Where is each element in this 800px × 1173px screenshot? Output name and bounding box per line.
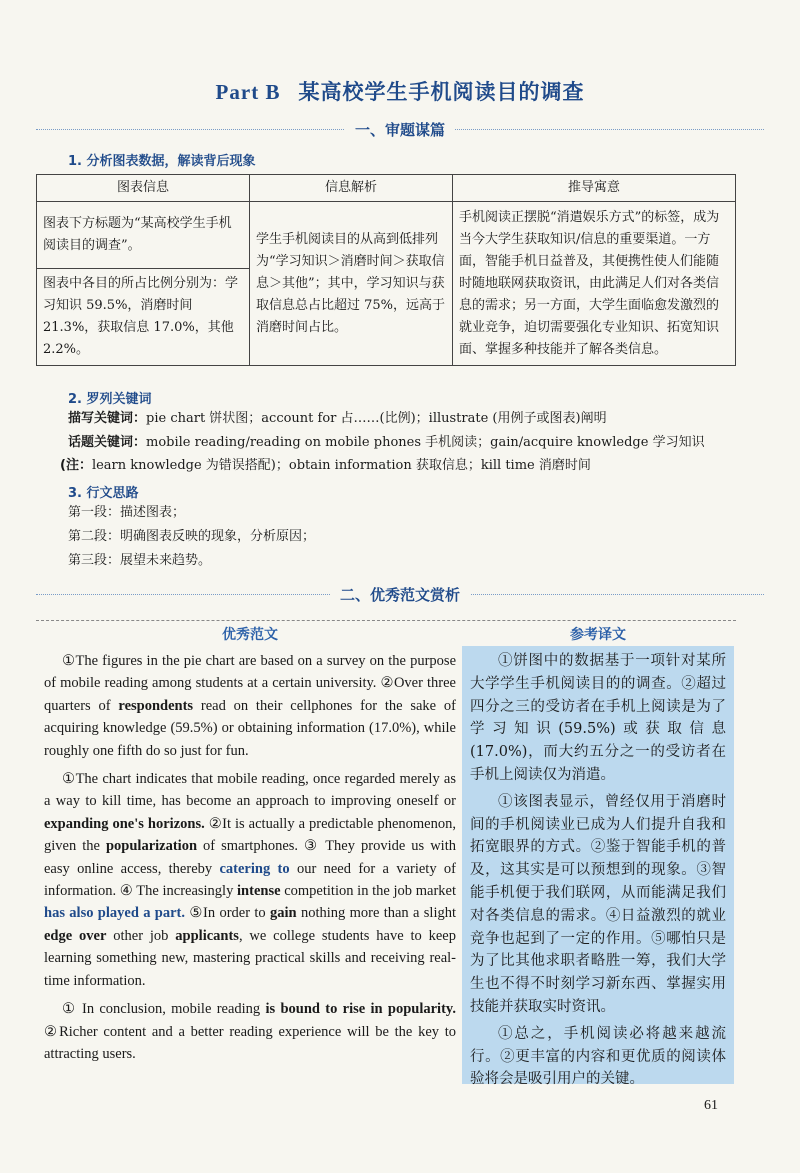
section-heading-1: 一、审题谋篇 bbox=[0, 119, 800, 140]
analysis-table bbox=[36, 174, 736, 366]
table-cell-analysis: 学生手机阅读目的从高到低排列为“学习知识＞消磨时间＞获取信息＞其他”；其中，学习知识与获取信息总占比超过 75%，远高于消磨时间占比。 bbox=[250, 202, 453, 366]
topic-keywords: 话题关键词：mobile reading/reading on mobile phones 手机阅读；gain/acquire knowledge 学习知识 bbox=[68, 435, 705, 450]
table-cell-chart-values: 图表中各目的所占比例分别为：学习知识 59.5%，消磨时间 21.3%，获取信息 17.0%，其他 2.2%。 bbox=[37, 269, 250, 366]
translation-paragraph-1: ①饼图中的数据基于一项针对某所大学学生手机阅读目的的调查。②超过四分之三的受访者在手机上阅读是为了学习知识(59.5%)或获取信息(17.0%)，而大约五分之一的受访者在手机上阅读仅为消遣。 bbox=[470, 653, 726, 783]
translation-paragraph-3: ①总之，手机阅读必将越来越流行。②更丰富的内容和更优质的阅读体验将会是吸引用户的关键。 bbox=[470, 1025, 726, 1088]
table-cell-implication: 手机阅读正摆脱“消遣娱乐方式”的标签，成为当今大学生获取知识/信息的重要渠道。一方面，智能手机日益普及，其便携性使人们能随时随地联网获取资讯，由此满足人们对各类信息的需求；另一方面，大学生面临愈发激烈的就业竞争，迫切需要强化专业知识、拓宽知识面、掌握多种技能并了解各类信息。 bbox=[453, 202, 736, 366]
subheading-structure: 3. 行文思路 bbox=[68, 486, 139, 501]
translation-column-title: 参考译文 bbox=[570, 627, 626, 643]
keyword-note: (注：learn knowledge 为错误搭配)；obtain information 获取信息；kill time 消磨时间 bbox=[60, 458, 591, 473]
structure-step: 第二段：明确图表反映的现象，分析原因； bbox=[68, 529, 316, 544]
model-essay bbox=[44, 650, 456, 1071]
desc-keywords: 描写关键词：pie chart 饼状图；account for 占……(比例)；illustrate (用例子或图表)阐明 bbox=[68, 411, 607, 426]
essay-paragraph-3: ① In conclusion, mobile reading is bound to rise in popularity. ②Richer content and a better reading experience will be the key to attracting users. bbox=[44, 1001, 456, 1062]
table-header: 图表信息 bbox=[37, 175, 250, 202]
essay-paragraph-1: ①The figures in the pie chart are based on a survey on the purpose of mobile reading among students at a certain university. ②Over three quarters of respondents read on their cellphones for the sake of acquiring knowledge (59.5%) or obtaining information (17.0%), while roughly one fifth do so just for fun. bbox=[44, 653, 456, 759]
structure-step: 第一段：描述图表； bbox=[68, 505, 186, 520]
table-header: 推导寓意 bbox=[453, 175, 736, 202]
page-number: 61 bbox=[704, 1098, 718, 1113]
section-heading-2: 二、优秀范文赏析 bbox=[0, 584, 800, 605]
subheading-keywords: 2. 罗列关键词 bbox=[68, 392, 152, 407]
essay-paragraph-2: ①The chart indicates that mobile reading, once regarded merely as a way to kill time, has become an approach to improving oneself or expanding one's horizons. ②It is actually a predictable phenomenon, given the popularization of smartphones. ③ They provide us with easy online access, thereby catering to our need for a variety of information. ④ The increasingly intense competition in the job market has also played a part. ⑤In order to gain nothing more than a slight edge over other job applicants, we college students have to keep learning something new, mastering practical skills and receiving real-time information. bbox=[44, 771, 457, 989]
table-cell-chart-title: 图表下方标题为“某高校学生手机阅读目的调查”。 bbox=[37, 202, 250, 269]
essay-column-title: 优秀范文 bbox=[222, 627, 278, 643]
divider bbox=[36, 620, 736, 621]
title-text: 某高校学生手机阅读目的调查 bbox=[298, 79, 585, 104]
part-label: Part B bbox=[215, 80, 281, 104]
reference-translation bbox=[462, 646, 734, 1088]
subheading-analysis: 1. 分析图表数据，解读背后现象 bbox=[68, 154, 256, 169]
table-header: 信息解析 bbox=[250, 175, 453, 202]
structure-step: 第三段：展望未来趋势。 bbox=[68, 553, 212, 568]
translation-paragraph-2: ①该图表显示，曾经仅用于消磨时间的手机阅读业已成为人们提升自我和拓宽眼界的方式。②鉴于智能手机的普及，这其实是可以预想到的现象。③智能手机便于我们联网，从而能满足我们对各类信息的需求。④日益激烈的就业竞争也起到了一定的作用。⑤哪怕只是为了比其他求职者略胜一筹，我们大学生也不得不时刻学习新东西、掌握实用技能并获取实时资讯。 bbox=[470, 793, 726, 1015]
page-title bbox=[0, 76, 800, 106]
